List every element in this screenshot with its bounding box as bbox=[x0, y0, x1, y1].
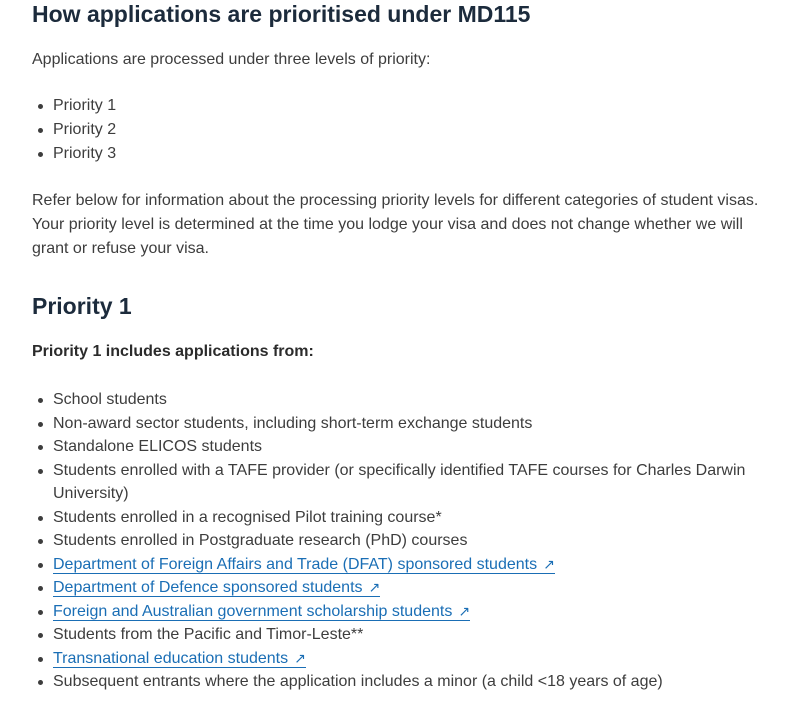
link-text: Transnational education students bbox=[53, 649, 289, 667]
external-arrow-icon: ↗ bbox=[458, 602, 471, 619]
refer-line: Your priority level is determined at the time you lodge your visa and does not change whether we will bbox=[32, 216, 743, 233]
external-link[interactable] bbox=[53, 579, 380, 597]
external-link[interactable] bbox=[53, 556, 555, 574]
external-arrow-icon: ↗ bbox=[543, 555, 555, 572]
link-text: Department of Defence sponsored students bbox=[53, 579, 363, 596]
refer-line: Refer below for information about the processing priority levels for different categories of student visas. bbox=[32, 192, 759, 209]
list-item bbox=[32, 576, 772, 600]
list-item bbox=[32, 600, 772, 624]
list-item: Priority 3 bbox=[32, 142, 116, 166]
intro-text: Applications are processed under three levels of priority: bbox=[32, 51, 431, 68]
list-item bbox=[32, 553, 772, 577]
list-item: Students enrolled in Postgraduate research (PhD) courses bbox=[32, 529, 772, 553]
external-arrow-icon: ↗ bbox=[368, 579, 381, 595]
refer-line: grant or refuse your visa. bbox=[32, 240, 209, 257]
list-item: Students enrolled with a TAFE provider (or specifically identified TAFE courses for Charles Darwin University) bbox=[32, 459, 772, 506]
external-arrow-icon: ↗ bbox=[294, 649, 306, 666]
link-text: Department of Foreign Affairs and Trade (DFAT) sponsored students bbox=[53, 555, 538, 573]
list-item: Students enrolled in a recognised Pilot training course* bbox=[32, 506, 772, 530]
list-item bbox=[32, 647, 772, 671]
list-item: Students from the Pacific and Timor-Leste** bbox=[32, 623, 772, 647]
list-item: Priority 1 bbox=[32, 94, 116, 118]
list-item: Standalone ELICOS students bbox=[32, 435, 772, 459]
external-link[interactable] bbox=[53, 603, 470, 621]
list-item: Priority 2 bbox=[32, 118, 116, 142]
priority-levels-list bbox=[32, 94, 116, 166]
refer-paragraph bbox=[32, 189, 802, 261]
priority-1-includes: Priority 1 includes applications from: bbox=[32, 343, 314, 360]
link-text: Foreign and Australian government scholarship students bbox=[53, 602, 453, 620]
external-link[interactable] bbox=[53, 650, 306, 668]
list-item: School students bbox=[32, 388, 772, 412]
priority-1-heading: Priority 1 bbox=[32, 293, 132, 319]
priority-1-list bbox=[32, 388, 772, 694]
page-heading: How applications are prioritised under MD115 bbox=[32, 1, 531, 27]
list-item: Subsequent entrants where the application includes a minor (a child <18 years of age) bbox=[32, 670, 772, 694]
list-item: Non-award sector students, including short-term exchange students bbox=[32, 412, 772, 436]
